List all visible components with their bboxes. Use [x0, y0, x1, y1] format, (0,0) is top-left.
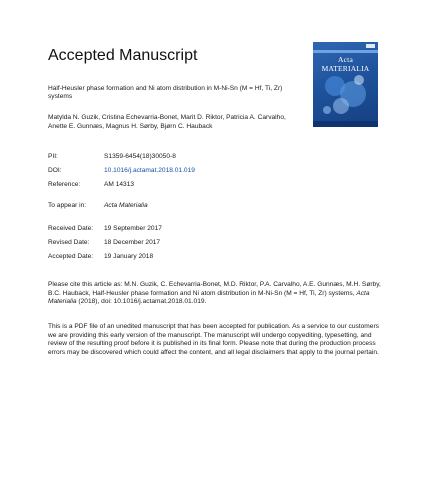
- doi-link[interactable]: 10.1016/j.actamat.2018.01.019: [104, 167, 195, 174]
- manuscript-notice: This is a PDF file of an unedited manuscript that has been accepted for publication. As a service to our customers we are providing this early version of the manuscript. The manuscript will undergo copyediting, typesetting, and review of the resulting proof before it is published in its final form. Please note that during the production process errors may be discovered which could affect the content, and all legal disclaimers that apply to the journal pertain.: [48, 323, 379, 357]
- received-label: Received Date:: [48, 225, 94, 232]
- citation-paragraph: [48, 281, 381, 307]
- pii-value: S1359-6454(18)30050-8: [104, 153, 176, 160]
- journal-cover-image: [313, 42, 378, 127]
- reference-label: Reference:: [48, 181, 81, 188]
- reference-value: AM 14313: [104, 181, 135, 188]
- article-title: Half-Heusler phase formation and Ni atom distribution in M-Ni-Sn (M = Hf, Ti, Zr) systems: [48, 85, 283, 101]
- revised-value: 18 December 2017: [104, 239, 161, 246]
- author-list: Matylda N. Guzik, Cristina Echevarria-Bonet, Marit D. Riktor, Patricia A. Carvalho, Anette E. Gunnæs, Magnus H. Sørby, Bjørn C. Hauback: [48, 114, 286, 130]
- doi-label: DOI:: [48, 167, 62, 174]
- cover-corner-mark: [366, 44, 375, 48]
- citation-suffix: (2018), doi: 10.1016/j.actamat.2018.01.019.: [76, 298, 207, 305]
- appear-label: To appear in:: [48, 202, 87, 209]
- citation-prefix: Please cite this article as: M.N. Guzik, C. Echevarria-Bonet, M.D. Riktor, P.A. Carvalho, A.E. Gunnæs, M.H. Sørby, B.C. Hauback, Half-Heusler phase formation and Ni atom distribution in M-Ni-Sn (M = Hf, Ti, Zr) systems,: [48, 281, 381, 297]
- pii-label: PII:: [48, 153, 58, 160]
- accepted-value: 19 January 2018: [104, 253, 154, 260]
- cover-band: [313, 50, 378, 53]
- appear-value: Acta Materialia: [104, 202, 148, 209]
- revised-label: Revised Date:: [48, 239, 90, 246]
- page-heading: Accepted Manuscript: [48, 47, 198, 64]
- cover-title: Acta MATERIALIA: [321, 55, 370, 73]
- citation-journal: Acta Materialia: [48, 289, 370, 305]
- received-value: 19 September 2017: [104, 225, 162, 232]
- cover-art-graphic: [313, 66, 378, 127]
- accepted-label: Accepted Date:: [48, 253, 94, 260]
